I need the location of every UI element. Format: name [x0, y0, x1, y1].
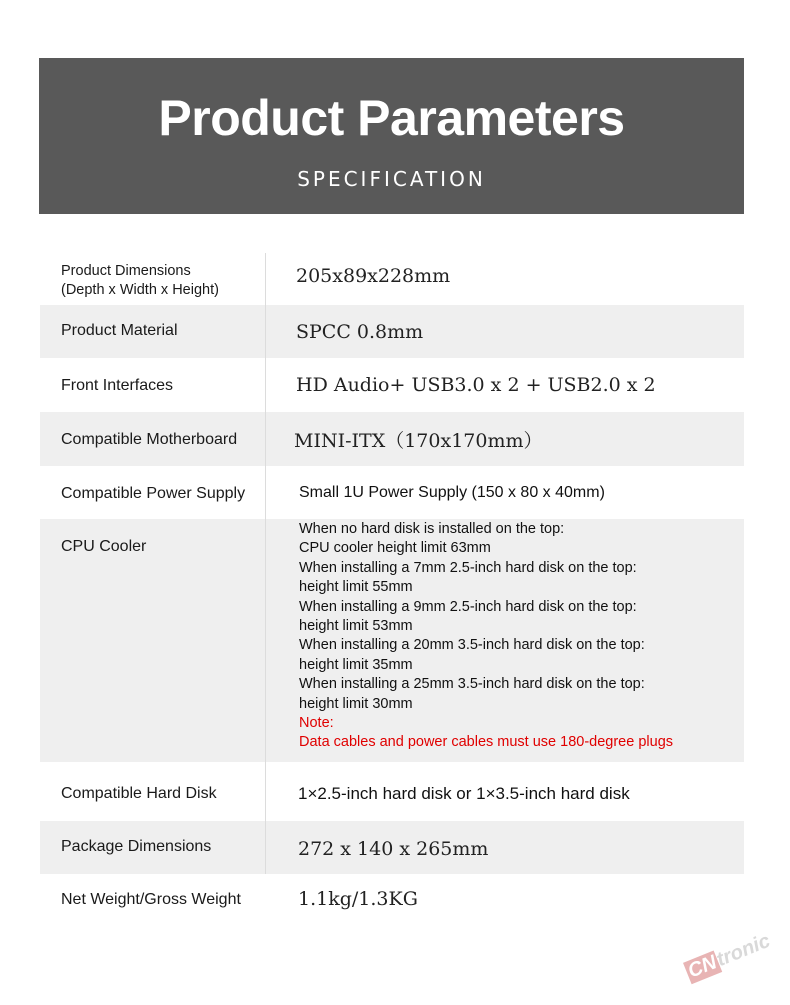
page-subtitle: SPECIFICATION: [297, 167, 486, 191]
watermark-prefix: CN: [683, 951, 722, 985]
spec-value: MINI-ITX（170x170mm）: [294, 430, 543, 452]
spec-row-dimensions: [40, 253, 744, 305]
spec-label: Compatible Hard Disk: [40, 762, 266, 821]
spec-label-line1: Product Dimensions: [61, 263, 191, 279]
cooler-line: When installing a 20mm 3.5-inch hard disk on the top:: [299, 637, 645, 654]
spec-label: Compatible Motherboard: [40, 412, 266, 466]
cooler-line: CPU cooler height limit 63mm: [299, 540, 491, 557]
spec-label: Package Dimensions: [40, 821, 266, 874]
note-text: Data cables and power cables must use 180-degree plugs: [299, 734, 674, 751]
spec-table: [40, 253, 744, 927]
spec-row-motherboard: [40, 412, 744, 466]
cooler-line: When installing a 9mm 2.5-inch hard disk on the top:: [299, 598, 637, 615]
spec-row-weight: [40, 874, 744, 927]
spec-value: 272 x 140 x 265mm: [298, 838, 489, 860]
header-banner: [39, 58, 744, 214]
spec-value: 1×2.5-inch hard disk or 1×3.5-inch hard disk: [298, 784, 630, 803]
spec-label: Front Interfaces: [40, 358, 266, 412]
spec-value: HD Audio+ USB3.0 x 2 + USB2.0 x 2: [296, 374, 656, 396]
spec-row-power-supply: [40, 466, 744, 519]
spec-label: Product Material: [40, 305, 266, 358]
spec-value: SPCC 0.8mm: [296, 321, 424, 343]
spec-label: Net Weight/Gross Weight: [61, 891, 241, 908]
cooler-line: height limit 53mm: [299, 618, 413, 635]
spec-value: Small 1U Power Supply (150 x 80 x 40mm): [299, 484, 605, 501]
cooler-line: When no hard disk is installed on the top:: [299, 521, 565, 537]
spec-value: 1.1kg/1.3KG: [298, 888, 418, 910]
spec-value: 205x89x228mm: [296, 265, 451, 287]
cooler-line: When installing a 25mm 3.5-inch hard disk on the top:: [299, 676, 645, 693]
spec-label: CPU Cooler: [40, 519, 266, 762]
spec-label: [40, 253, 266, 305]
cooler-line: height limit 35mm: [299, 656, 413, 673]
spec-value: [266, 519, 744, 762]
cooler-line: When installing a 7mm 2.5-inch hard disk on the top:: [299, 559, 637, 576]
spec-row-front-interfaces: [40, 358, 744, 412]
cooler-line: height limit 30mm: [299, 695, 413, 712]
brand-watermark: [683, 928, 783, 1000]
spec-row-hard-disk: [40, 762, 744, 821]
page-title: Product Parameters: [158, 90, 625, 146]
spec-label-line2: (Depth x Width x Height): [61, 282, 219, 298]
spec-row-material: [40, 305, 744, 358]
cooler-line: height limit 55mm: [299, 579, 413, 596]
watermark-suffix: tronic: [713, 929, 774, 971]
note-label: Note:: [299, 715, 334, 732]
spec-label: Compatible Power Supply: [40, 466, 266, 519]
spec-row-cpu-cooler: [40, 519, 744, 762]
spec-row-package: [40, 821, 744, 874]
